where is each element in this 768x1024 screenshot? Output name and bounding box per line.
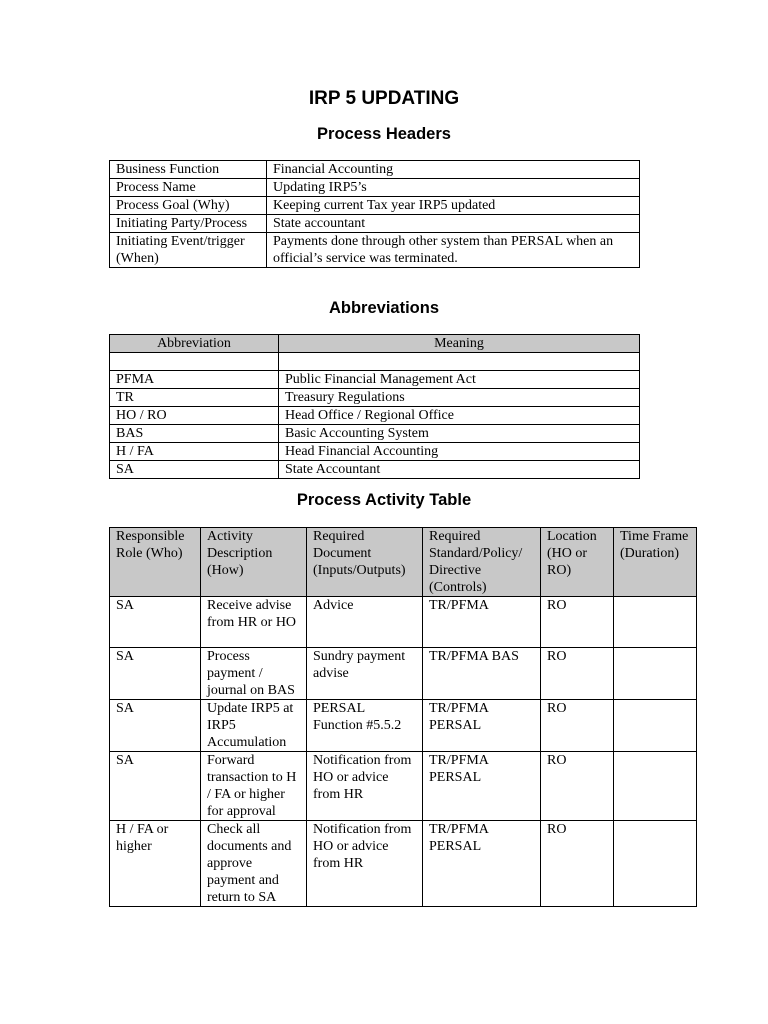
header-label: Process Goal (Why) [110, 197, 267, 215]
location-cell: RO [541, 700, 614, 752]
table-row [110, 597, 697, 648]
table-row [110, 371, 640, 389]
role-cell: SA [110, 700, 201, 752]
header-value: Keeping current Tax year IRP5 updated [267, 197, 640, 215]
location-cell: RO [541, 597, 614, 648]
abbreviation-cell [110, 353, 279, 371]
meaning-cell: Treasury Regulations [279, 389, 640, 407]
table-row [110, 461, 640, 479]
location-cell: RO [541, 821, 614, 907]
column-header-meaning: Meaning [279, 335, 640, 353]
abbreviation-cell: HO / RO [110, 407, 279, 425]
column-header-activity: Activity Description (How) [201, 528, 307, 597]
standard-cell: TR/PFMA PERSAL [423, 752, 541, 821]
table-row [110, 215, 640, 233]
table-row [110, 700, 697, 752]
column-header-time-frame: Time Frame (Duration) [614, 528, 697, 597]
table-row [110, 233, 640, 268]
column-header-abbreviation: Abbreviation [110, 335, 279, 353]
time-frame-cell [614, 700, 697, 752]
process-activity-table [109, 527, 697, 907]
header-label: Process Name [110, 179, 267, 197]
activity-cell: Update IRP5 at IRP5 Accumulation [201, 700, 307, 752]
standard-cell: TR/PFMA PERSAL [423, 821, 541, 907]
activity-cell: Process payment / journal on BAS [201, 648, 307, 700]
header-label: Initiating Party/Process [110, 215, 267, 233]
document-cell: Advice [307, 597, 423, 648]
table-row [110, 648, 697, 700]
abbreviation-cell: SA [110, 461, 279, 479]
header-value: Updating IRP5’s [267, 179, 640, 197]
table-row [110, 752, 697, 821]
standard-cell: TR/PFMA [423, 597, 541, 648]
header-label: Initiating Event/trigger (When) [110, 233, 267, 268]
table-row [110, 389, 640, 407]
table-row [110, 161, 640, 179]
table-row [110, 821, 697, 907]
document-cell: Notification from HO or advice from HR [307, 752, 423, 821]
document-cell: Notification from HO or advice from HR [307, 821, 423, 907]
header-value: Payments done through other system than PERSAL when an official’s service was terminated. [267, 233, 640, 268]
location-cell: RO [541, 752, 614, 821]
abbreviations-heading: Abbreviations [328, 299, 440, 317]
header-label: Business Function [110, 161, 267, 179]
time-frame-cell [614, 597, 697, 648]
table-row [110, 353, 640, 371]
header-value: Financial Accounting [267, 161, 640, 179]
abbreviation-cell: BAS [110, 425, 279, 443]
process-headers-table [109, 160, 640, 268]
activity-cell: Receive advise from HR or HO [201, 597, 307, 648]
meaning-cell: State Accountant [279, 461, 640, 479]
time-frame-cell [614, 752, 697, 821]
table-row [110, 425, 640, 443]
document-cell: Sundry payment advise [307, 648, 423, 700]
activity-cell: Forward transaction to H / FA or higher for approval [201, 752, 307, 821]
header-value: State accountant [267, 215, 640, 233]
abbreviation-cell: PFMA [110, 371, 279, 389]
role-cell: SA [110, 648, 201, 700]
meaning-cell: Basic Accounting System [279, 425, 640, 443]
standard-cell: TR/PFMA PERSAL [423, 700, 541, 752]
abbreviation-cell: H / FA [110, 443, 279, 461]
table-row [110, 179, 640, 197]
process-headers-heading: Process Headers [317, 125, 451, 143]
table-header-row [110, 335, 640, 353]
role-cell: SA [110, 597, 201, 648]
table-row [110, 443, 640, 461]
abbreviations-table [109, 334, 640, 479]
page-title: IRP 5 UPDATING [308, 88, 460, 109]
table-row [110, 407, 640, 425]
activity-cell: Check all documents and approve payment and return to SA [201, 821, 307, 907]
time-frame-cell [614, 648, 697, 700]
standard-cell: TR/PFMA BAS [423, 648, 541, 700]
column-header-role: Responsible Role (Who) [110, 528, 201, 597]
process-activity-heading: Process Activity Table [296, 491, 472, 509]
meaning-cell: Head Office / Regional Office [279, 407, 640, 425]
location-cell: RO [541, 648, 614, 700]
meaning-cell: Public Financial Management Act [279, 371, 640, 389]
column-header-location: Location (HO or RO) [541, 528, 614, 597]
table-row [110, 197, 640, 215]
role-cell: SA [110, 752, 201, 821]
abbreviation-cell: TR [110, 389, 279, 407]
role-cell: H / FA or higher [110, 821, 201, 907]
table-header-row [110, 528, 697, 597]
time-frame-cell [614, 821, 697, 907]
document-cell: PERSAL Function #5.5.2 [307, 700, 423, 752]
column-header-document: Required Document (Inputs/Outputs) [307, 528, 423, 597]
meaning-cell [279, 353, 640, 371]
meaning-cell: Head Financial Accounting [279, 443, 640, 461]
column-header-standard: Required Standard/Policy/ Directive (Controls) [423, 528, 541, 597]
